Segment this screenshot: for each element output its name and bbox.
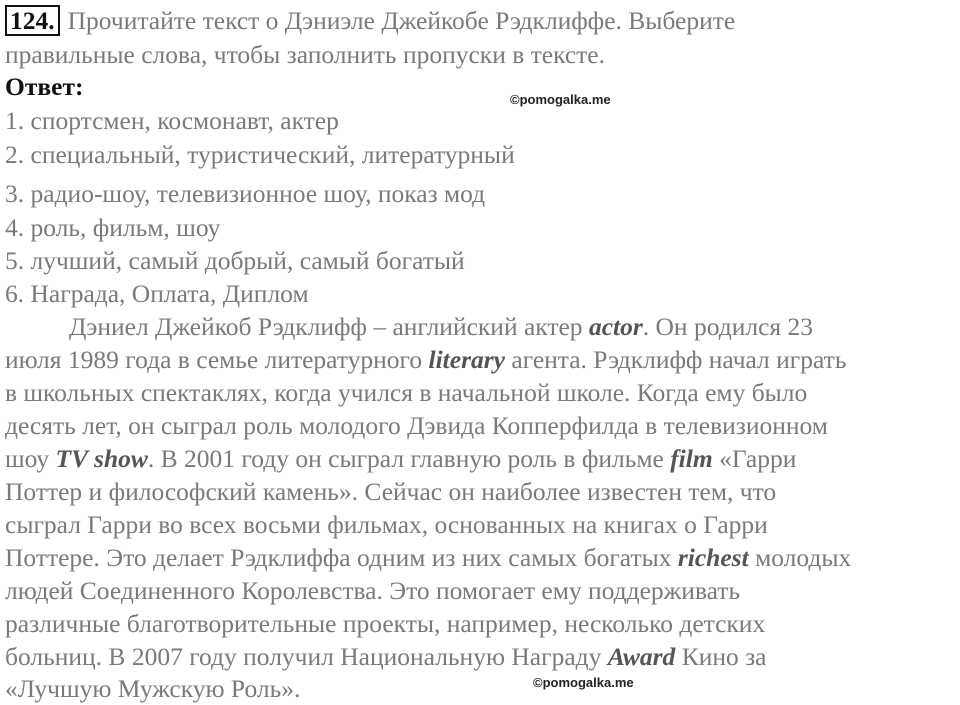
- watermark-top: ©pomogalka.me: [510, 92, 611, 107]
- text-segment: Поттере. Это делает Рэдклиффа одним из них самых богатых: [5, 543, 678, 572]
- answer-heading: Ответ:: [5, 72, 84, 101]
- text-line-9: людей Соединенного Королевства. Это помогает ему поддерживать: [5, 576, 741, 605]
- answer-word-richest: richest: [677, 543, 749, 572]
- task-instruction-line-1: [5, 4, 735, 37]
- text-segment: июля 1989 года в семье литературного: [5, 345, 429, 374]
- answer-word-tv-show: TV show: [55, 444, 148, 473]
- text-line-11: [5, 640, 767, 673]
- answer-word-literary: literary: [428, 345, 505, 374]
- option-1: 1. спортсмен, космонавт, актер: [5, 106, 339, 135]
- task-number: 124.: [5, 5, 60, 36]
- text-segment: шоу: [5, 444, 56, 473]
- text-segment: агента. Рэдклифф начал играть: [505, 345, 847, 374]
- text-line-8: [5, 541, 851, 574]
- text-segment: молодых: [748, 543, 852, 572]
- text-line-4: десять лет, он сыграл роль молодого Дэвида Копперфилда в телевизионном: [5, 411, 828, 440]
- answer-word-actor: actor: [588, 312, 643, 341]
- text-line-5: [5, 442, 796, 475]
- text-line-12: «Лучшую Мужскую Роль».: [5, 674, 301, 703]
- instruction-text-1: Прочитайте текст о Дэниэле Джейкобе Рэдклиффе. Выберите: [67, 6, 736, 35]
- text-line-7: сыграл Гарри во всех восьми фильмах, основанных на книгах о Гарри: [5, 510, 768, 539]
- option-5: 5. лучший, самый добрый, самый богатый: [5, 246, 465, 275]
- text-segment: Дэниел Джейкоб Рэдклифф – английский актер: [69, 312, 589, 341]
- text-segment: «Гарри: [712, 444, 797, 473]
- option-6: 6. Награда, Оплата, Диплом: [5, 279, 309, 308]
- text-segment: Кино за: [675, 642, 767, 671]
- option-3: 3. радио-шоу, телевизионное шоу, показ мод: [5, 179, 486, 208]
- text-segment: . Он родился 23: [642, 312, 813, 341]
- text-line-10: различные благотворительные проекты, например, несколько детских: [5, 609, 766, 638]
- text-line-2: [5, 343, 846, 376]
- option-2: 2. специальный, туристический, литературный: [5, 140, 515, 169]
- option-4: 4. роль, фильм, шоу: [5, 213, 221, 242]
- text-segment: больниц. В 2007 году получил Национальную Награду: [5, 642, 608, 671]
- answer-word-award: Award: [607, 642, 676, 671]
- text-line-3: в школьных спектаклях, когда учился в начальной школе. Когда ему было: [5, 378, 808, 407]
- answer-word-film: film: [670, 444, 713, 473]
- text-line-1: [5, 310, 813, 343]
- task-instruction-line-2: правильные слова, чтобы заполнить пропуски в тексте.: [5, 40, 605, 69]
- text-segment: . В 2001 году он сыграл главную роль в фильме: [147, 444, 671, 473]
- watermark-bottom: ©pomogalka.me: [533, 675, 634, 690]
- text-line-6: Поттер и философский камень». Сейчас он наиболее известен тем, что: [5, 477, 777, 506]
